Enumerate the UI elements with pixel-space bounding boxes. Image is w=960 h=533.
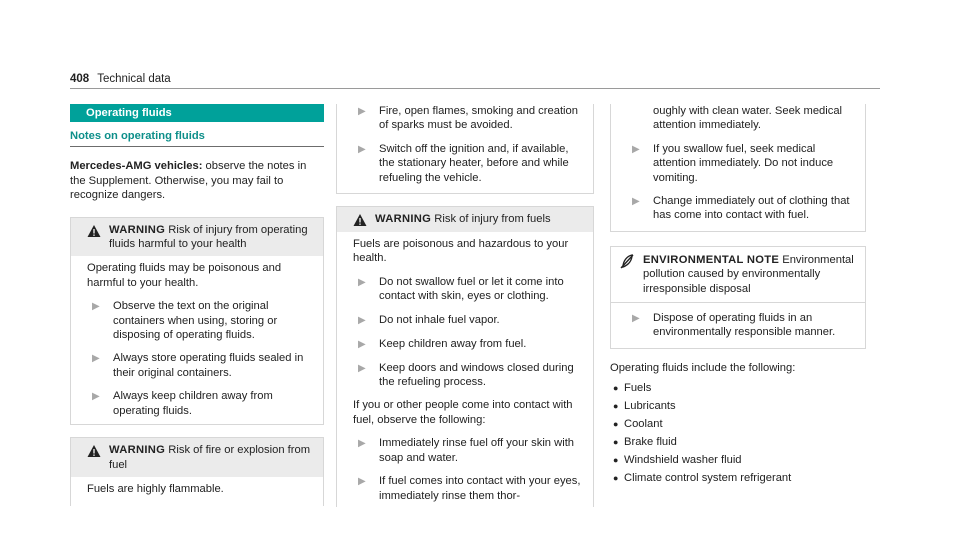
list-item — [353, 436, 587, 465]
list-item — [627, 194, 859, 223]
environmental-title — [643, 253, 859, 296]
play-arrow-icon: ▶ — [358, 476, 366, 488]
list-item-text: Climate control system refrigerant — [624, 472, 792, 485]
warning-text: Fuels are poisonous and hazardous to your health. — [353, 238, 569, 265]
warning-triangle-icon — [87, 444, 101, 458]
bullet-dot-icon: ● — [613, 437, 619, 448]
list-item — [353, 275, 587, 304]
warning-title-text: Risk of injury from fuels — [431, 213, 551, 226]
bullet-text: If fuel comes into contact with your eyes, immediately rinse them thor- — [379, 475, 581, 502]
list-item — [610, 433, 866, 451]
bullet-dot-icon: ● — [613, 473, 619, 484]
environment-icon — [619, 253, 635, 269]
bullet-text: If you swallow fuel, seek medical attention immediately. Do not induce vomiting. — [653, 142, 834, 184]
warning-title — [375, 212, 551, 227]
environmental-title-text: Environmental pollution caused by environmentally irresponsible disposal — [643, 253, 854, 295]
bullet-text: Observe the text on the original containers when using, storing or disposing of operating fluids. — [113, 300, 278, 342]
amg-label: Mercedes-AMG vehicles: — [70, 160, 203, 173]
warning-text: Fuels are highly flammable. — [87, 482, 224, 495]
warning-text: Operating fluids may be poisonous and harmful to your health. — [87, 262, 282, 289]
list-intro: Operating fluids include the following: — [610, 361, 796, 374]
column-1 — [70, 104, 324, 506]
header-divider — [70, 88, 880, 89]
bullet-text: Do not swallow fuel or let it come into contact with skin, eyes or clothing. — [379, 275, 564, 303]
subheading: Notes on operating fluids — [70, 129, 324, 147]
list-item — [353, 142, 587, 185]
warning-title-text: Risk of fire or explosion from fuel — [109, 444, 311, 471]
bullet-text: Keep children away from fuel. — [379, 337, 527, 350]
list-item — [87, 389, 317, 418]
list-item — [610, 379, 866, 397]
warning-label: WARNING — [109, 444, 166, 457]
list-item-text: Windshield washer fluid — [624, 454, 742, 467]
page-header — [70, 72, 171, 88]
play-arrow-icon: ▶ — [358, 362, 366, 374]
list-item — [353, 361, 587, 390]
warning-header — [337, 207, 593, 232]
play-arrow-icon: ▶ — [358, 314, 366, 326]
list-item — [87, 299, 317, 342]
play-arrow-icon: ▶ — [358, 276, 366, 288]
warning-title-text: Risk of injury from operating fluids harmful to your health — [109, 223, 308, 251]
play-arrow-icon: ▶ — [358, 143, 366, 155]
bullet-text: Immediately rinse fuel off your skin with soap and water. — [379, 437, 575, 464]
bullet-text: Switch off the ignition and, if available, the stationary heater, before and while refueling the vehicle. — [379, 142, 569, 184]
amg-note — [70, 159, 324, 202]
warning-continuation — [610, 104, 866, 232]
play-arrow-icon: ▶ — [358, 106, 366, 117]
page-number: 408 — [70, 73, 90, 85]
warning-box-health — [70, 217, 324, 425]
list-item — [353, 104, 587, 133]
bullet-dot-icon: ● — [613, 401, 619, 412]
list-item — [353, 474, 587, 503]
list-item — [353, 313, 587, 328]
warning-triangle-icon — [87, 224, 101, 238]
warning-label: WARNING — [109, 223, 166, 236]
list-item — [627, 311, 859, 340]
bullet-text: Keep doors and windows closed during the refueling process. — [379, 361, 574, 389]
play-arrow-icon: ▶ — [632, 196, 640, 208]
play-arrow-icon: ▶ — [92, 301, 100, 313]
amg-text: observe the notes in the Supplement. Otherwise, you may fail to recognize dangers. — [70, 160, 307, 202]
warning-label: WARNING — [375, 213, 432, 226]
play-arrow-icon: ▶ — [632, 143, 640, 155]
play-arrow-icon: ▶ — [92, 353, 100, 365]
list-item — [610, 451, 866, 469]
warning-triangle-icon — [353, 213, 367, 227]
environmental-body — [610, 303, 866, 349]
operating-fluids-list — [610, 379, 866, 487]
bullet-text: Change immediately out of clothing that has come into contact with fuel. — [653, 195, 850, 222]
continued-text: oughly with clean water. Seek medical attention immediately. — [653, 105, 843, 132]
bullet-text: Dispose of operating fluids in an environmentally responsible manner. — [653, 312, 836, 339]
environmental-note-box — [610, 246, 866, 303]
section-bar: Operating fluids — [70, 104, 324, 122]
list-item — [87, 351, 317, 380]
column-3 — [610, 104, 866, 487]
list-item-text: Coolant — [624, 418, 663, 431]
environmental-label: ENVIRONMENTAL NOTE — [643, 253, 780, 266]
warning-body — [71, 256, 323, 424]
bullet-text: Do not inhale fuel vapor. — [379, 313, 500, 326]
warning-box-fire — [70, 437, 324, 506]
list-item-text: Lubricants — [624, 400, 676, 413]
play-arrow-icon: ▶ — [632, 313, 640, 325]
bullet-dot-icon: ● — [613, 383, 619, 394]
list-item — [610, 397, 866, 415]
bullet-text: Always keep children away from operating fluids. — [113, 390, 273, 417]
warning-body — [337, 232, 593, 507]
play-arrow-icon: ▶ — [358, 438, 366, 450]
column-2 — [336, 104, 594, 507]
warning-header — [71, 218, 323, 257]
environmental-header — [611, 247, 865, 302]
warning-continuation — [336, 104, 594, 194]
list-item — [610, 469, 866, 487]
warning-title — [109, 223, 317, 252]
bullet-text: Fire, open flames, smoking and creation of sparks must be avoided. — [379, 105, 578, 132]
play-arrow-icon: ▶ — [358, 338, 366, 350]
warning-body — [71, 477, 323, 506]
warning-header — [71, 438, 323, 477]
bullet-dot-icon: ● — [613, 419, 619, 430]
list-item — [353, 337, 587, 352]
list-item-text: Fuels — [624, 382, 652, 395]
play-arrow-icon: ▶ — [92, 391, 100, 403]
bullet-text: Always store operating fluids sealed in their original containers. — [113, 352, 304, 379]
warning-box-fuels — [336, 206, 594, 507]
warning-title — [109, 443, 317, 472]
section-title: Technical data — [97, 73, 171, 85]
list-item-text: Brake fluid — [624, 436, 677, 449]
bullet-dot-icon: ● — [613, 455, 619, 466]
warning-text-2: If you or other people come into contact with fuel, observe the following: — [353, 399, 573, 426]
list-item — [610, 415, 866, 433]
list-item — [627, 142, 859, 185]
